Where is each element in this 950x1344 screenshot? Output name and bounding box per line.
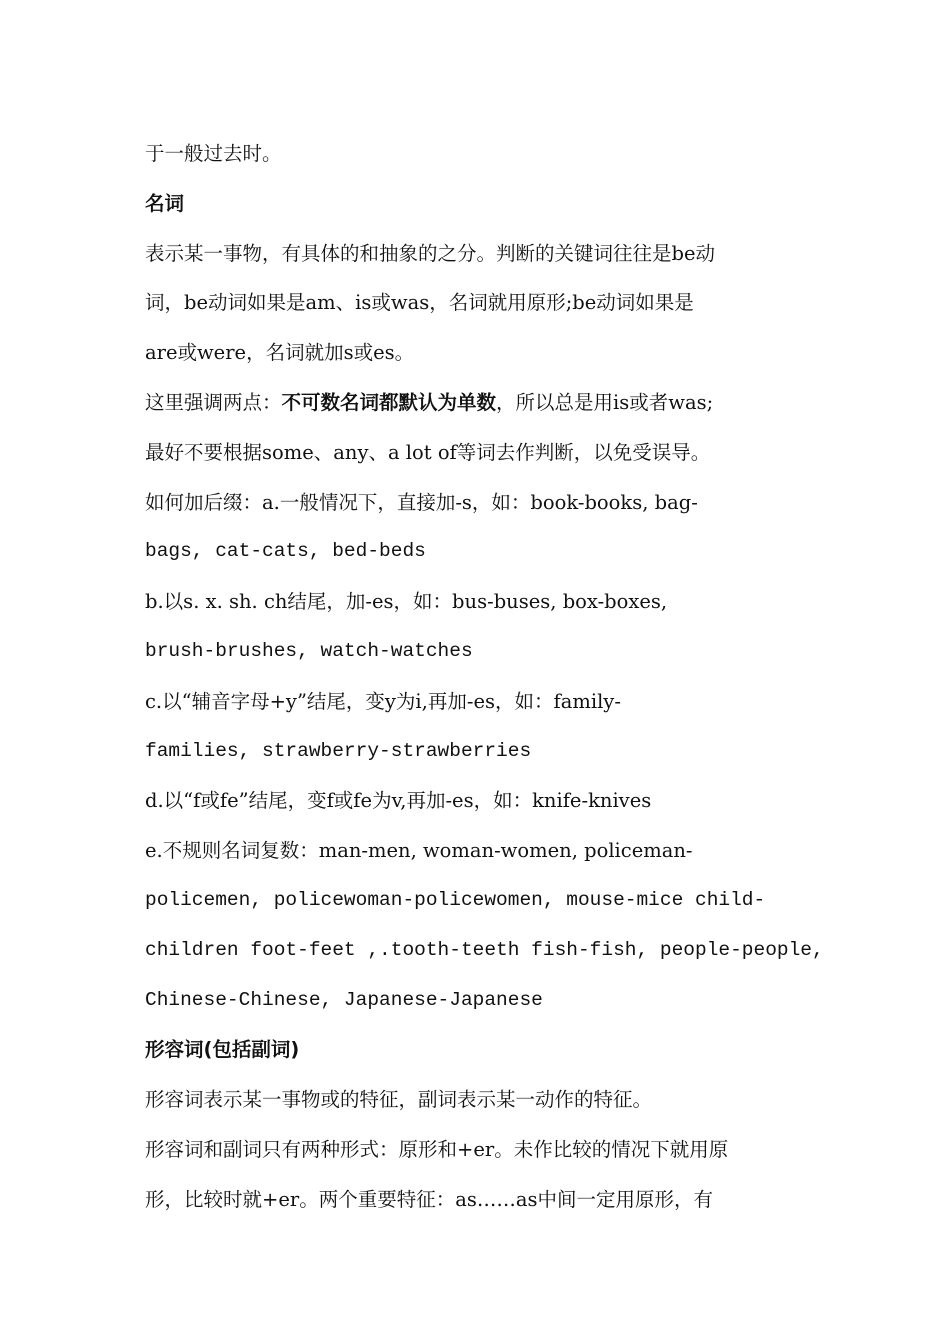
paragraph-line: are或were，名词就加s或es。 xyxy=(145,341,415,365)
paragraph-line: c.以“辅音字母+y”结尾，变y为i,再加-es，如：family- xyxy=(145,689,621,713)
paragraph-line: children foot-feet ,.tooth-teeth fish-fish, people-people, xyxy=(145,938,824,961)
paragraph-line-emphasis xyxy=(145,378,815,428)
paragraph-line: b.以s. x. sh. ch结尾，加-es，如：bus-buses, box-boxes, xyxy=(145,590,668,614)
paragraph-line: 如何加后缀：a.一般情况下，直接加-s，如：book-books, bag- xyxy=(145,490,698,514)
section-heading-noun: 名词 xyxy=(145,191,185,215)
text-segment: 这里强调两点： xyxy=(145,390,282,414)
bold-text: 不可数名词都默认为单数 xyxy=(281,390,497,414)
paragraph-line: 于一般过去时。 xyxy=(145,142,282,165)
paragraph-line: policemen, policewoman-policewomen, mouse-mice child- xyxy=(145,888,766,911)
paragraph-line: bags, cat-cats, bed-beds xyxy=(145,540,426,563)
paragraph-line: 形容词表示某一事物或的特征，副词表示某一动作的特征。 xyxy=(145,1088,653,1112)
paragraph-line: 词，be动词如果是am、is或was，名词就用原形;be动词如果是 xyxy=(145,291,694,315)
section-heading-adjective: 形容词(包括副词) xyxy=(145,1038,300,1062)
paragraph-line: brush-brushes, watch-watches xyxy=(145,639,473,662)
text-segment: ，所以总是用is或者was; xyxy=(496,390,714,414)
paragraph-line: families, strawberry-strawberries xyxy=(145,739,532,762)
paragraph-line: Chinese-Chinese, Japanese-Japanese xyxy=(145,988,543,1011)
paragraph-line: e.不规则名词复数：man-men, woman-women, policeman- xyxy=(145,839,693,863)
paragraph-line: 形容词和副词只有两种形式：原形和+er。未作比较的情况下就用原 xyxy=(145,1137,729,1161)
paragraph-line: 形，比较时就+er。两个重要特征：as……as中间一定用原形，有 xyxy=(145,1187,713,1211)
paragraph-line: d.以“f或fe”结尾，变f或fe为v,再加-es，如：knife-knives xyxy=(145,789,652,813)
document-page xyxy=(145,129,824,1225)
paragraph-line: 最好不要根据some、any、a lot of等词去作判断，以免受误导。 xyxy=(145,440,711,464)
paragraph-line: 表示某一事物，有具体的和抽象的之分。判断的关键词往往是be动 xyxy=(145,241,716,265)
